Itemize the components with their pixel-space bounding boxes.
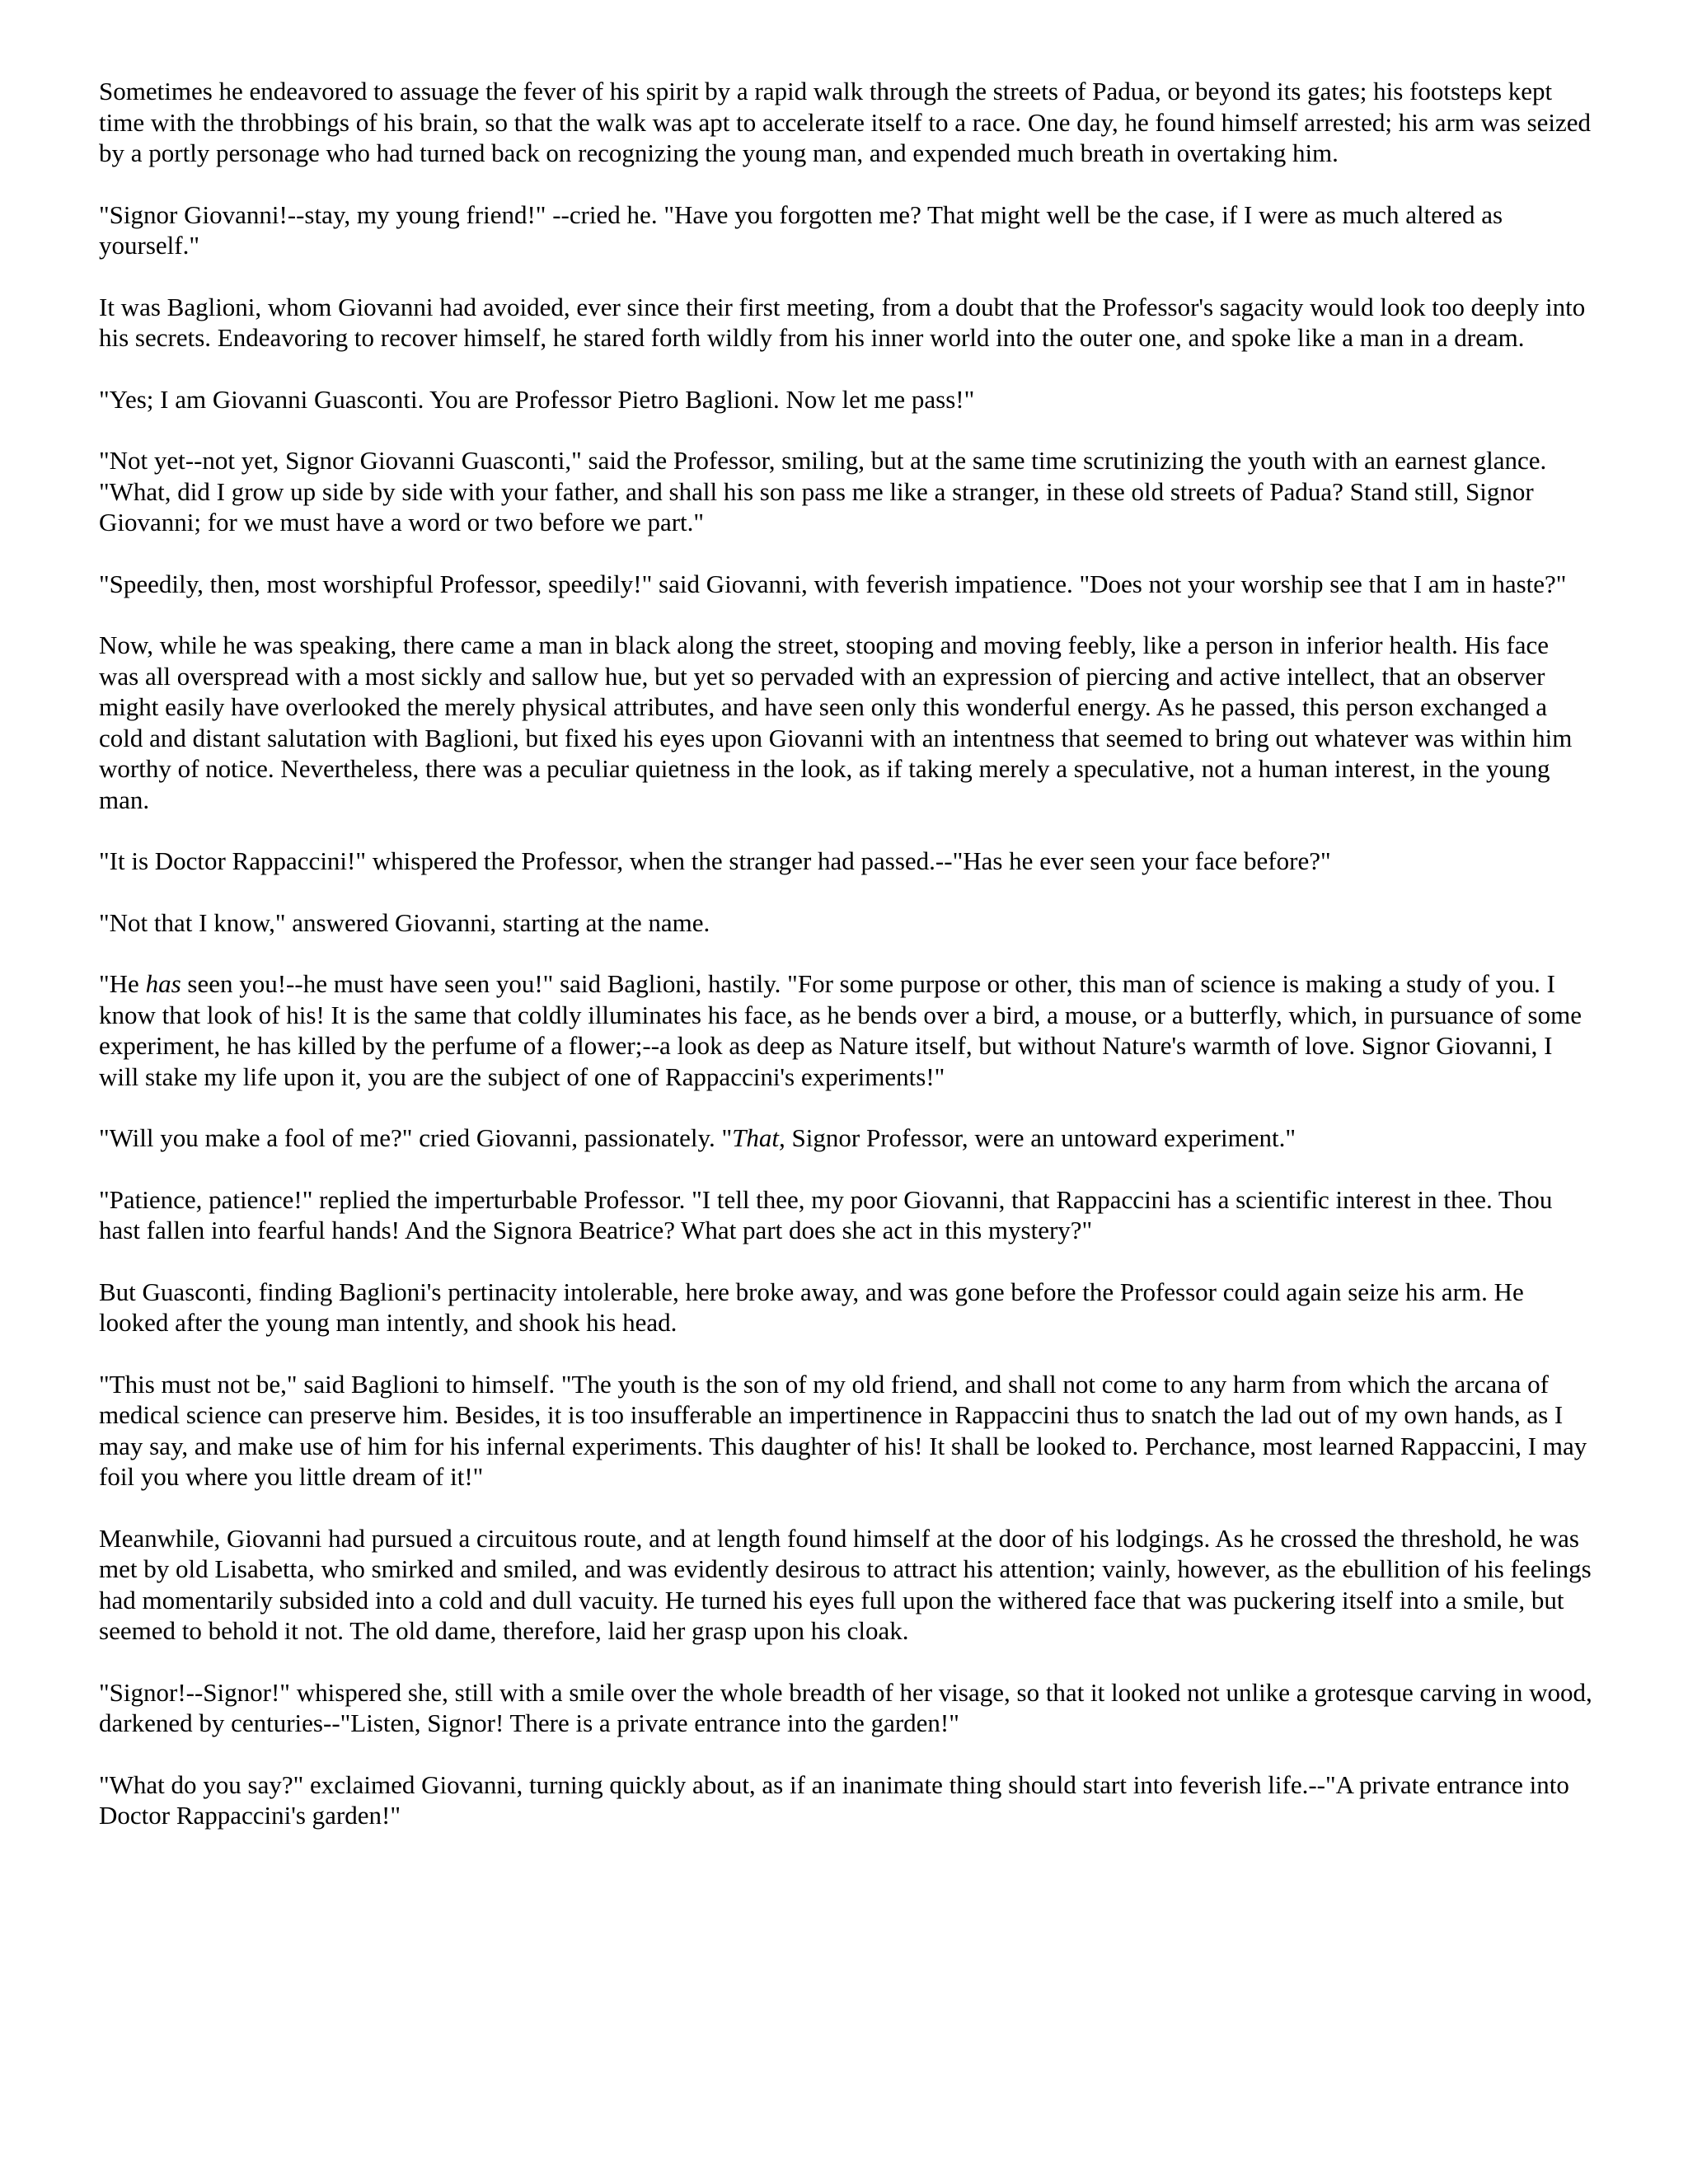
paragraph: "Yes; I am Giovanni Guasconti. You are Professor Pietro Baglioni. Now let me pass!" bbox=[99, 384, 975, 414]
emphasis-text: That, bbox=[732, 1123, 785, 1152]
paragraph: "Patience, patience!" replied the imperturbable Professor. "I tell thee, my poor Giovanni, that Rappaccini has a scientific interest in thee. Thou hast fallen into fearful hands! And the Signora Beatrice? What part does she act in this mystery?" bbox=[99, 1184, 1553, 1244]
paragraph: "Signor!--Signor!" whispered she, still with a smile over the whole breadth of her visage, so that it looked not unlike a grotesque carving in wood, darkened by centuries--"Listen, Signor! There is a private entrance into the garden!" bbox=[99, 1677, 1592, 1737]
paragraph bbox=[99, 1122, 1592, 1154]
paragraph: "Not that I know," answered Giovanni, starting at the name. bbox=[99, 907, 710, 937]
paragraph: "This must not be," said Baglioni to himself. "The youth is the son of my old friend, and shall not come to any harm from which the arcana of medical science can preserve him. Besides, it is too insufferable an impertinence in Rappaccini thus to snatch the lad out of my own hands, as I may say, and make use of him for his infernal experiments. This daughter of his! It shall be looked to. Perchance, most learned Rappaccini, I may foil you where you little dream of it!" bbox=[99, 1369, 1587, 1491]
paragraph: Meanwhile, Giovanni had pursued a circuitous route, and at length found himself at the door of his lodgings. As he crossed the threshold, he was met by old Lisabetta, who smirked and smiled, and was evidently desirous to attract his attention; vainly, however, as the ebullition of his feelings had momentarily subsided into a cold and dull vacuity. He turned his eyes full upon the withered face that was puckering itself into a smile, but seemed to behold it not. The old dame, therefore, laid her grasp upon his cloak. bbox=[99, 1523, 1592, 1645]
paragraph: But Guasconti, finding Baglioni's pertinacity intolerable, here broke away, and was gone before the Professor could again seize his arm. He looked after the young man intently, and shook his head. bbox=[99, 1277, 1524, 1337]
paragraph-text: "He bbox=[99, 969, 146, 998]
paragraph: "Signor Giovanni!--stay, my young friend!" --cried he. "Have you forgotten me? That might well be the case, if I were as much altered as yourself." bbox=[99, 199, 1503, 260]
paragraph: It was Baglioni, whom Giovanni had avoided, ever since their first meeting, from a doubt that the Professor's sagacity would look too deeply into his secrets. Endeavoring to recover himself, he stared forth wildly from his inner world into the outer one, and spoke like a man in a dream. bbox=[99, 292, 1586, 352]
paragraph: "It is Doctor Rappaccini!" whispered the Professor, when the stranger had passed.--"Has he ever seen your face before?" bbox=[99, 846, 1331, 875]
paragraph: "Speedily, then, most worshipful Professor, speedily!" said Giovanni, with feverish impatience. "Does not your worship see that I am in haste?" bbox=[99, 569, 1567, 598]
paragraph-text: seen you!--he must have seen you!" said Baglioni, hastily. "For some purpose or other, this man of science is making a study of you. I know that look of his! It is the same that coldly illuminates his face, as he bends over a bird, a mouse, or a butterfly, which, in pursuance of some experiment, he has killed by the perfume of a flower;--a look as deep as Nature itself, but without Nature's warmth of love. Signor Giovanni, I will stake my life upon it, you are the subject of one of Rappaccini's experiments!" bbox=[99, 969, 1582, 1091]
paragraph-text: Signor Professor, were an untoward experiment." bbox=[785, 1123, 1296, 1152]
paragraph: "What do you say?" exclaimed Giovanni, turning quickly about, as if an inanimate thing should start into feverish life.--"A private entrance into Doctor Rappaccini's garden!" bbox=[99, 1769, 1569, 1830]
paragraph-text: "Will you make a fool of me?" cried Giovanni, passionately. " bbox=[99, 1123, 733, 1152]
document-page bbox=[99, 76, 1592, 1862]
paragraph bbox=[99, 968, 1592, 1092]
paragraph: "Not yet--not yet, Signor Giovanni Guasconti," said the Professor, smiling, but at the same time scrutinizing the youth with an earnest glance. "What, did I grow up side by side with your father, and shall his son pass me like a stranger, in these old streets of Padua? Stand still, Signor Giovanni; for we must have a word or two before we part." bbox=[99, 446, 1547, 537]
paragraph: Now, while he was speaking, there came a man in black along the street, stooping and moving feebly, like a person in inferior health. His face was all overspread with a most sickly and sallow hue, but yet so pervaded with an expression of piercing and active intellect, that an observer might easily have overlooked the merely physical attributes, and have seen only this wonderful energy. As he passed, this person exchanged a cold and distant salutation with Baglioni, but fixed his eyes upon Giovanni with an intentness that seemed to bring out whatever was within him worthy of notice. Nevertheless, there was a peculiar quietness in the look, as if taking merely a speculative, not a human interest, in the young man. bbox=[99, 630, 1573, 814]
emphasis-text: has bbox=[145, 969, 181, 998]
paragraph: Sometimes he endeavored to assuage the fever of his spirit by a rapid walk through the streets of Padua, or beyond its gates; his footsteps kept time with the throbbings of his brain, so that the walk was apt to accelerate itself to a race. One day, he found himself arrested; his arm was seized by a portly personage who had turned back on recognizing the young man, and expended much breath in overtaking him. bbox=[99, 77, 1592, 167]
